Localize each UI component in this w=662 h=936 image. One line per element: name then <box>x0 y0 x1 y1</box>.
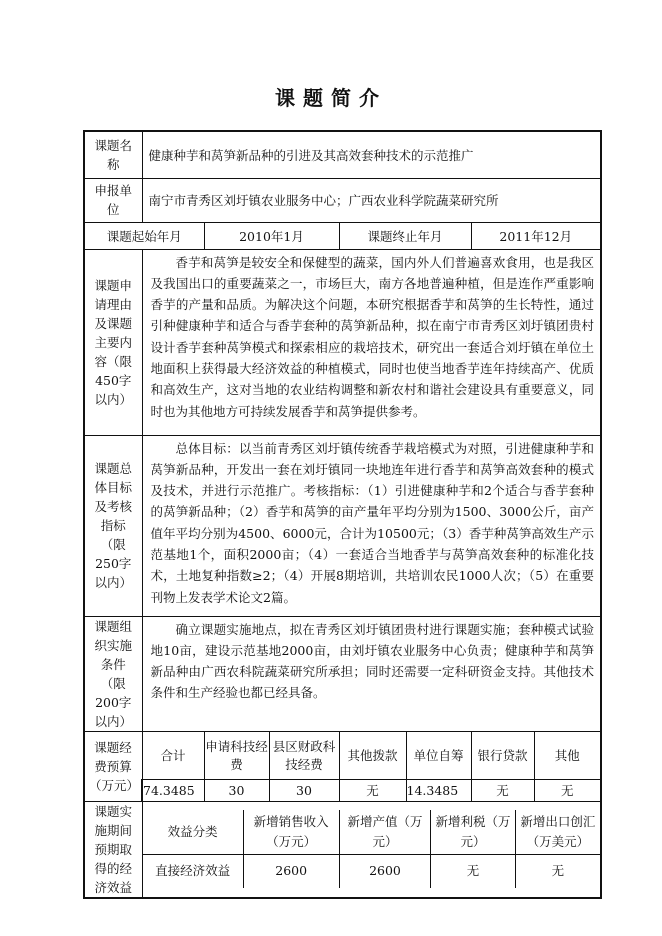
budget-value: 74.3485 <box>142 779 204 801</box>
page-title: 课题简介 <box>275 86 387 110</box>
benefit-value: 无 <box>515 854 600 888</box>
benefit-header: 新增出口创汇（万美元） <box>515 810 600 854</box>
conditions-label: 课题组织实施条件（限200字以内） <box>84 616 142 731</box>
name-value: 健康种芋和莴笋新品种的引进及其高效套种技术的示范推广 <box>142 131 601 178</box>
project-info-table <box>83 130 602 899</box>
benefit-value: 无 <box>431 854 516 888</box>
benefit-table <box>143 810 601 888</box>
start-date-value: 2010年1月 <box>204 222 339 249</box>
goals-label: 课题总体目标及考核指标（限250字以内） <box>84 435 142 616</box>
benefit-header: 效益分类 <box>143 810 244 854</box>
benefit-header: 新增产值（万元） <box>339 810 431 854</box>
benefit-value: 2600 <box>243 854 339 888</box>
end-date-label: 课题终止年月 <box>339 222 471 249</box>
reason-text: 香芋和莴笋是较安全和保健型的蔬菜，国内外人们普遍喜欢食用，也是我区及我国出口的重要蔬菜之一，市场巨大，南方各地普遍种植，但是连作严重影响香芋的产量和品质。为解决这个问题，本研究根据香芋和莴笋的生长特性，通过引种健康种芋和适合与香芋套种的莴笋新品种，拟在南宁市青秀区刘圩镇团贵村设计香芋套种莴笋模式和探索相应的栽培技术，研究出一套适合刘圩镇在单位土地面积上获得最大经济效益的种植模式，同时也使当地香芋连年持续高产、优质和高效生产，这对当地的农业结构调整和新农村和谐社会建设具有重要意义，同时也为其他地方可持续发展香芋和莴笋提供参考。 <box>142 249 601 435</box>
budget-header: 其他拨款 <box>339 731 406 779</box>
budget-header: 单位自筹 <box>406 731 471 779</box>
benefit-value: 2600 <box>339 854 431 888</box>
goals-text: 总体目标：以当前青秀区刘圩镇传统香芋栽培模式为对照，引进健康种芋和莴笋新品种，开发出一套在刘圩镇同一块地连年进行香芋和莴笋高效套种的模式及技术，并进行示范推广。考核指标：（1）引进健康种芋和2个适合与香芋套种的莴笋新品种；（2）香芋和莴笋的亩产量年平均分别为1500、3000公斤，亩产值年平均分别为4500、6000元，合计为10500元；（3）香芋种莴笋高效生产示范基地1个，面积2000亩；（4）一套适合当地香芋与莴笋高效套种的标准化技术，土地复种指数≥2；（4）开展8期培训，共培训农民1000人次；（5）在重要刊物上发表学术论文2篇。 <box>142 435 601 616</box>
budget-header: 合计 <box>142 731 204 779</box>
name-label: 课题名称 <box>84 131 142 178</box>
budget-header: 银行贷款 <box>471 731 534 779</box>
budget-header: 其他 <box>534 731 601 779</box>
benefit-label: 课题实施期间预期取得的经济效益 <box>84 801 142 898</box>
applicant-label: 申报单位 <box>84 178 142 222</box>
budget-value: 30 <box>204 779 269 801</box>
reason-label: 课题申请理由及课题主要内容（限450字以内） <box>84 249 142 435</box>
budget-value: 无 <box>534 779 601 801</box>
budget-header: 县区财政科技经费 <box>269 731 339 779</box>
budget-value: 14.3485 <box>406 779 471 801</box>
start-date-label: 课题起始年月 <box>84 222 204 249</box>
conditions-text: 确立课题实施地点，拟在青秀区刘圩镇团贵村进行课题实施；套种模式试验地10亩，建设示范基地2000亩，由刘圩镇农业服务中心负责；健康种芋和莴笋新品种由广西农科院蔬菜研究所承担；同时还需要一定科研资金支持。其他技术条件和生产经验也都已经具备。 <box>142 616 601 731</box>
budget-value: 无 <box>471 779 534 801</box>
benefit-row-label: 直接经济效益 <box>143 854 244 888</box>
applicant-value: 南宁市青秀区刘圩镇农业服务中心；广西农业科学院蔬菜研究所 <box>142 178 601 222</box>
budget-value: 无 <box>339 779 406 801</box>
benefit-header: 新增利税（万元） <box>431 810 516 854</box>
end-date-value: 2011年12月 <box>471 222 601 249</box>
budget-label: 课题经费预算（万元） <box>84 731 142 801</box>
benefit-header: 新增销售收入（万元） <box>243 810 339 854</box>
budget-value: 30 <box>269 779 339 801</box>
budget-header: 申请科技经费 <box>204 731 269 779</box>
